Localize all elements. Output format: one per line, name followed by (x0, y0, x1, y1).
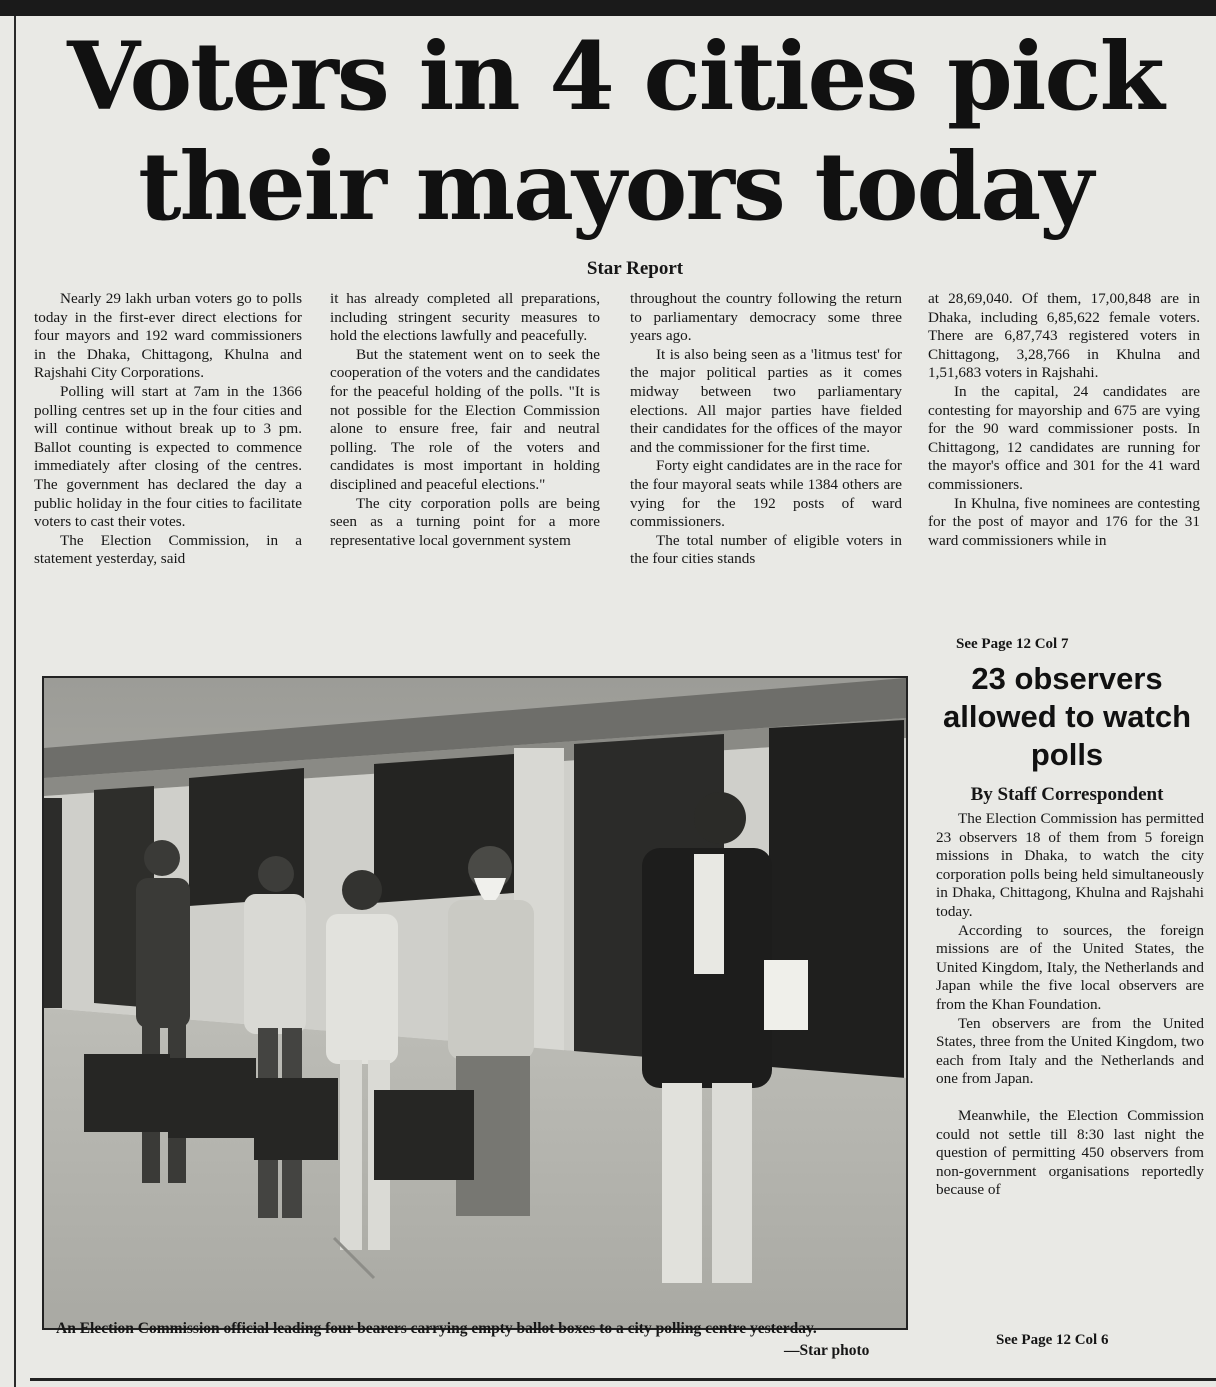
paragraph: In the capital, 24 candidates are contesting for mayorship and 675 are vying for the 90 ward commissioner posts. In Chittagong, 12 candidates are running for the mayor's office and 301 for the 41 ward commissioners. (928, 382, 1200, 493)
paragraph: It is also being seen as a 'litmus test' for the major political parties as it comes midway between two parliamentary elections. All major parties have fielded their candidates for the offices of the mayor and the commissioner for the first time. (630, 345, 902, 456)
jump-line: See Page 12 Col 7 (956, 636, 1069, 652)
story-column-3 (630, 290, 902, 662)
paragraph: it has already completed all preparations, including stringent security measures to hold the elections lawfully and peacefully. (330, 290, 600, 345)
top-rule (0, 0, 1216, 16)
news-photo (42, 676, 908, 1330)
story-column-1 (34, 290, 302, 672)
side-story-title: 23 observers allowed to watch polls (942, 661, 1192, 772)
column-rule (14, 16, 16, 1387)
story-column-2 (330, 290, 600, 672)
paragraph: at 28,69,040. Of them, 17,00,848 are in Dhaka, including 6,85,622 female voters. There are 6,87,743 registered voters in Chittagong, 3,28,766 in Khulna and 1,51,683 voters in Rajshahi. (928, 290, 1200, 382)
side-story-body (936, 810, 1204, 1350)
paragraph: Nearly 29 lakh urban voters go to polls today in the first-ever direct elections for four mayors and 192 ward commissioners in the Dhaka, Chittagong, Khulna and Rajshahi City Corporations. (34, 290, 302, 382)
paragraph: In Khulna, five nominees are contesting for the post of mayor and 176 for the 31 ward commissioners while in (928, 494, 1200, 549)
byline: Star Report (586, 258, 684, 279)
story-column-4 (928, 290, 1200, 662)
side-story-byline: By Staff Correspondent (970, 784, 1164, 805)
paragraph: The Election Commission, in a statement yesterday, said (34, 531, 302, 568)
side-jump-line: See Page 12 Col 6 (996, 1332, 1109, 1348)
paragraph: Forty eight candidates are in the race for the four mayoral seats while 1384 others are vying for the 192 posts of ward commissioners. (630, 457, 902, 531)
photo-illustration (44, 678, 906, 1328)
paragraph: Meanwhile, the Election Commission could not settle till 8:30 last night the question of permitting 450 observers from non-government organisations reportedly because of (936, 1106, 1204, 1199)
photo-credit: —Star photo (784, 1342, 870, 1359)
paragraph: The Election Commission has permitted 23 observers 18 of them from 5 foreign missions in Dhaka, to watch the city corporation polls being held simultaneously in Dhaka, Chittagong, Khulna and Rajshahi today. (936, 810, 1204, 920)
paragraph: The total number of eligible voters in the four cities stands (630, 531, 902, 568)
paragraph: The city corporation polls are being seen as a turning point for a more representative local government system (330, 494, 600, 549)
bottom-rule (30, 1378, 1216, 1381)
paragraph: Ten observers are from the United States, three from the United Kingdom, two each from Italy and the Netherlands and one from Japan. (936, 1014, 1204, 1088)
headline: Voters in 4 cities pick their mayors today (67, 22, 1163, 242)
paragraph: Polling will start at 7am in the 1366 polling centres set up in the four cities and will continue without break up to 3 pm. Ballot counting is expected to commence immediately after closing of the centres. The government has declared the day a public holiday in the four cities to facilitate voters to cast their votes. (34, 382, 302, 531)
paragraph: According to sources, the foreign missions are of the United States, the United Kingdom, Italy, the Netherlands and Japan while the five local observers are from the Khan Foundation. (936, 921, 1204, 1013)
paragraph: throughout the country following the return to parliamentary democracy some three years ago. (630, 290, 902, 345)
paragraph: But the statement went on to seek the cooperation of the voters and the candidates for the peaceful holding of the polls. "It is not possible for the Election Commission alone to ensure free, fair and neutral polling. The role of the voters and candidates is most important in holding disciplined and peaceful elections." (330, 345, 600, 493)
photo-caption: An Election Commission official leading four bearers carrying empty ballot boxes to a city polling centre yesterday. (56, 1320, 817, 1337)
